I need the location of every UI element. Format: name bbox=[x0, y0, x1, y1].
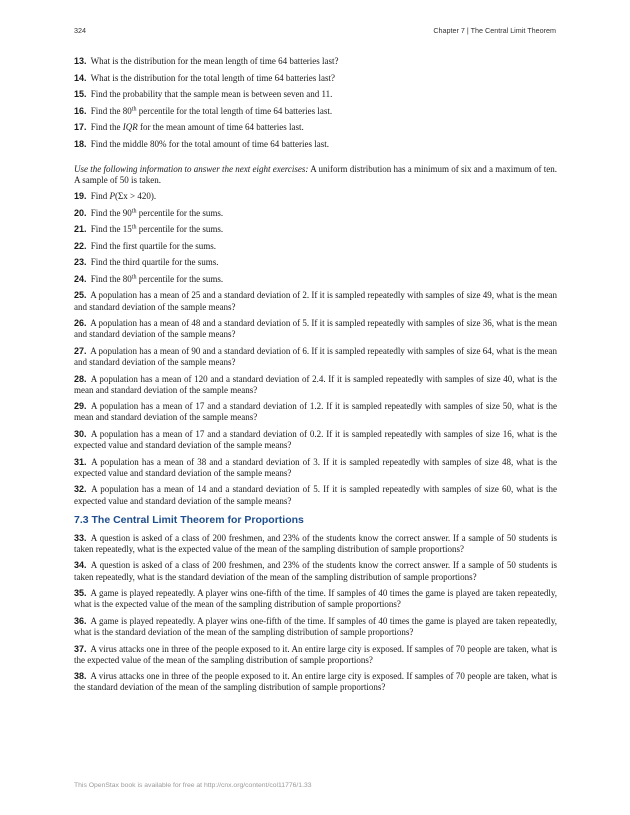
exercise-text: Find the first quartile for the sums. bbox=[90, 240, 216, 251]
page-footer: This OpenStax book is available for free at http://cnx.org/content/col11776/1.33 bbox=[74, 782, 312, 789]
exercise-item bbox=[74, 457, 557, 479]
exercise-number: 32. bbox=[74, 484, 87, 495]
instructions-text: A uniform distribution has a minimum of six and a maximum of ten. A sample of 50 is taken. bbox=[74, 164, 557, 186]
exercise-number: 14. bbox=[74, 72, 87, 83]
exercise-text: A population has a mean of 17 and a standard deviation of 0.2. If it is sampled repeatedly with samples of size 16, what is the expected value and standard deviation of the sample means? bbox=[74, 428, 557, 451]
exercise-number: 21. bbox=[74, 224, 87, 235]
exercise-item bbox=[74, 401, 557, 423]
exercise-number: 38. bbox=[74, 671, 87, 682]
exercise-number: 15. bbox=[74, 89, 87, 99]
exercise-text: percentile for the sums. bbox=[136, 207, 224, 218]
page-header bbox=[74, 26, 556, 38]
exercise-list bbox=[74, 56, 557, 150]
exercise-number: 29. bbox=[74, 401, 87, 412]
exercise-text: percentile for the total length of time 64 batteries last. bbox=[136, 105, 333, 116]
exercise-text: A question is asked of a class of 200 freshmen, and 23% of the students know the correct answer. If a sample of 50 students is taken repeatedly, what is the expected value of the mean of the sampling distribution of sample proportions? bbox=[74, 532, 557, 554]
exercise-text: A population has a mean of 38 and a standard deviation of 3. If it is sampled repeatedly with samples of size 48, what is the expected value and standard deviation of the sample means? bbox=[74, 456, 557, 478]
exercise-item bbox=[74, 429, 557, 451]
exercise-superscript: th bbox=[131, 224, 137, 231]
exercise-item bbox=[74, 671, 557, 693]
exercise-text: Find the 80 bbox=[90, 273, 132, 284]
exercise-text: A population has a mean of 90 and a standard deviation of 6. If it is sampled repeatedly with samples of size 64, what is the mean and standard deviation of the sample means? bbox=[74, 345, 557, 368]
exercise-text: A virus attacks one in three of the people exposed to it. An entire large city is exposed. If samples of 70 people are taken, what is the expected value of the mean of the sampling distribution of sample proportions? bbox=[74, 643, 557, 665]
exercise-item bbox=[74, 122, 557, 133]
exercise-item bbox=[74, 208, 557, 219]
exercise-item bbox=[74, 106, 557, 117]
exercise-item bbox=[74, 73, 557, 84]
exercise-number: 20. bbox=[74, 207, 87, 218]
exercise-item bbox=[74, 533, 557, 555]
exercise-text: percentile for the sums. bbox=[136, 273, 224, 284]
exercise-number: 19. bbox=[74, 191, 87, 202]
exercise-number: 28. bbox=[74, 373, 87, 384]
exercise-number: 24. bbox=[74, 273, 87, 284]
exercise-item bbox=[74, 318, 557, 340]
exercise-text: for the mean amount of time 64 batteries last. bbox=[137, 122, 304, 132]
exercise-number: 33. bbox=[74, 532, 87, 543]
exercise-number: 17. bbox=[74, 122, 87, 132]
chapter-label: Chapter 7 | The Central Limit Theorem bbox=[433, 26, 556, 35]
exercise-item bbox=[74, 89, 557, 100]
exercise-text: A population has a mean of 48 and a standard deviation of 5. If it is sampled repeatedly with samples of size 36, what is the mean and standard deviation of the sample means? bbox=[74, 318, 557, 340]
exercise-number: 26. bbox=[74, 318, 87, 329]
exercise-item bbox=[74, 241, 557, 252]
exercise-number: 35. bbox=[74, 588, 87, 599]
exercise-number: 36. bbox=[74, 615, 87, 626]
exercise-superscript: th bbox=[131, 208, 137, 215]
exercise-italic-term: P bbox=[109, 191, 116, 202]
exercise-number: 23. bbox=[74, 257, 87, 268]
exercise-number: 22. bbox=[74, 240, 87, 251]
exercise-number: 18. bbox=[74, 138, 87, 149]
exercise-text: A question is asked of a class of 200 freshmen, and 23% of the students know the correct answer. If a sample of 50 students is taken repeatedly, what is the standard deviation of the mean of the sampling distribution of sample proportions? bbox=[74, 560, 557, 582]
exercise-text: Find the third quartile for the sums. bbox=[90, 257, 219, 268]
page-number: 324 bbox=[74, 26, 86, 35]
exercise-text: What is the distribution for the mean length of time 64 batteries last? bbox=[90, 56, 339, 66]
exercise-text: A game is played repeatedly. A player wins one-fifth of the time. If samples of 40 times the game is played are taken repeatedly, what is the standard deviation of the mean of the sampling distribution of sample proportions? bbox=[74, 615, 557, 638]
exercise-number: 25. bbox=[74, 290, 87, 301]
exercise-item bbox=[74, 616, 557, 638]
exercise-text: Find the 90 bbox=[90, 207, 132, 218]
exercise-item bbox=[74, 257, 557, 268]
page-content bbox=[74, 56, 557, 699]
exercise-item bbox=[74, 274, 557, 285]
exercise-text: A virus attacks one in three of the people exposed to it. An entire large city is exposed. If samples of 70 people are taken, what is the standard deviation of the mean of the sampling distribution of sample proportions? bbox=[74, 671, 557, 693]
exercise-item bbox=[74, 588, 557, 610]
exercise-number: 30. bbox=[74, 428, 87, 439]
exercise-text: A population has a mean of 25 and a standard deviation of 2. If it is sampled repeatedly with samples of size 49, what is the mean and standard deviation of the sample means? bbox=[74, 290, 557, 312]
exercise-item bbox=[74, 56, 557, 67]
exercise-item bbox=[74, 644, 557, 666]
exercise-list bbox=[74, 191, 557, 506]
exercise-superscript: th bbox=[131, 274, 137, 281]
exercise-text: What is the distribution for the total length of time 64 batteries last? bbox=[90, 72, 336, 83]
exercise-text: Find the 80 bbox=[90, 105, 132, 116]
exercise-number: 13. bbox=[74, 56, 87, 66]
exercise-text: A population has a mean of 120 and a standard deviation of 2.4. If it is sampled repeatedly with samples of size 40, what is the mean and standard deviation of the sample means? bbox=[74, 373, 557, 395]
exercise-item bbox=[74, 191, 557, 202]
exercise-text: Find the probability that the sample mean is between seven and 11. bbox=[90, 89, 333, 99]
exercise-number: 27. bbox=[74, 345, 87, 356]
exercise-text: Find bbox=[90, 191, 110, 202]
exercise-instructions bbox=[74, 164, 557, 186]
exercise-text: Find the middle 80% for the total amount of time 64 batteries last. bbox=[90, 138, 329, 149]
exercise-list bbox=[74, 533, 557, 694]
exercise-text: percentile for the sums. bbox=[136, 224, 224, 235]
exercise-number: 37. bbox=[74, 643, 87, 654]
exercise-italic-term: IQR bbox=[122, 122, 138, 132]
exercise-number: 31. bbox=[74, 456, 87, 467]
instructions-lead: Use the following information to answer the next eight exercises: bbox=[74, 164, 309, 174]
exercise-item bbox=[74, 484, 557, 506]
exercise-text: (Σx > 420). bbox=[115, 191, 157, 202]
exercise-superscript: th bbox=[131, 106, 137, 112]
exercise-number: 34. bbox=[74, 560, 87, 571]
exercise-text: A game is played repeatedly. A player wins one-fifth of the time. If samples of 40 times the game is played are taken repeatedly, what is the expected value of the mean of the sampling distribution of sample proportions? bbox=[74, 588, 557, 610]
exercise-text: A population has a mean of 14 and a standard deviation of 5. If it is sampled repeatedly with samples of size 60, what is the expected value and standard deviation of the sample means? bbox=[74, 484, 557, 506]
exercise-item bbox=[74, 346, 557, 368]
exercise-number: 16. bbox=[74, 105, 87, 116]
exercise-item bbox=[74, 560, 557, 582]
exercise-text: A population has a mean of 17 and a standard deviation of 1.2. If it is sampled repeatedly with samples of size 50, what is the mean and standard deviation of the sample means? bbox=[74, 401, 557, 423]
exercise-item bbox=[74, 290, 557, 312]
section-heading: 7.3 The Central Limit Theorem for Proportions bbox=[74, 513, 304, 526]
exercise-item bbox=[74, 139, 557, 150]
exercise-text: Find the bbox=[90, 122, 123, 132]
exercise-item bbox=[74, 224, 557, 235]
exercise-text: Find the 15 bbox=[90, 224, 132, 235]
exercise-item bbox=[74, 374, 557, 396]
